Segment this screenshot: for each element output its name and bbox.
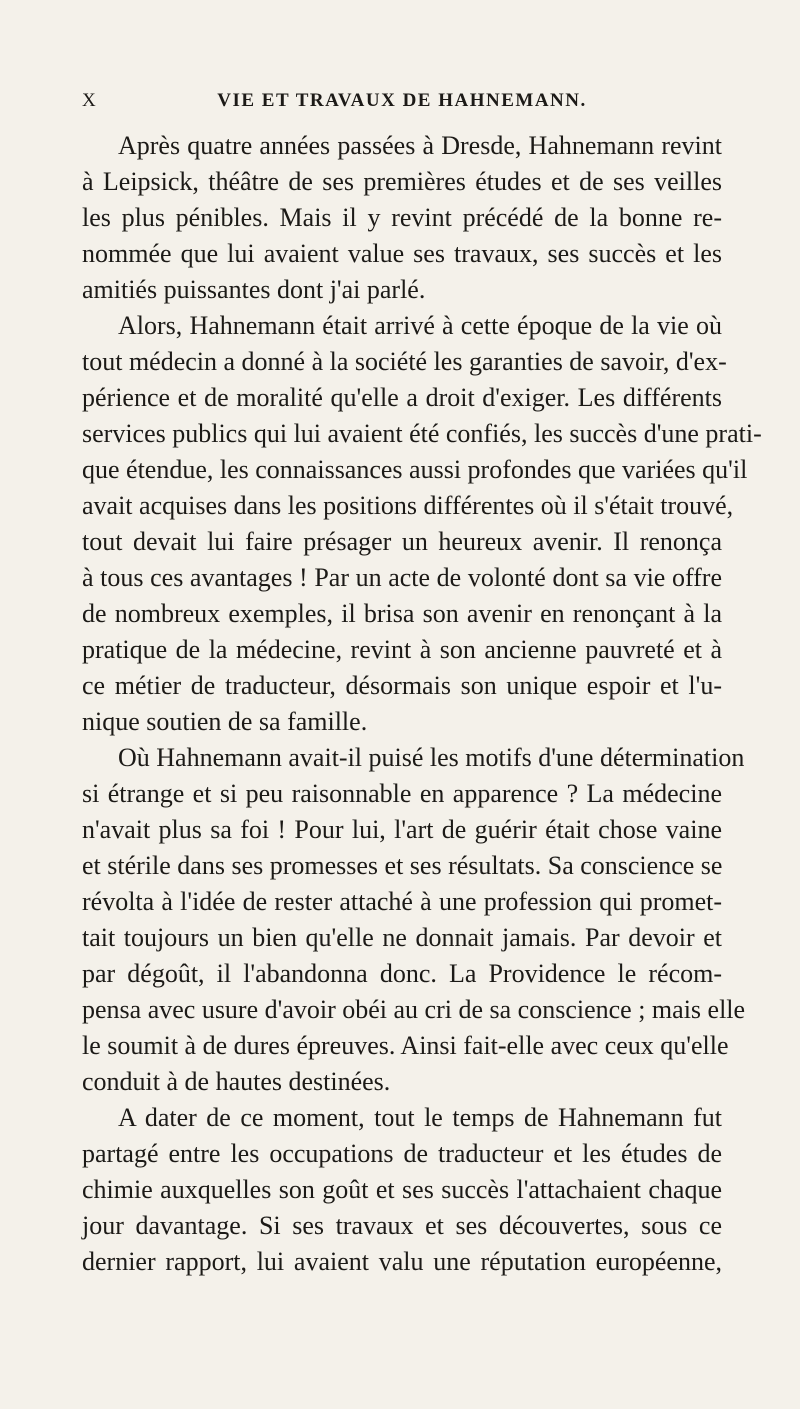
text-line: que étendue, les connaissances aussi profondes que variées qu'il [82,455,748,484]
page-number: X [82,90,97,111]
text-line: révolta à l'idée de rester attaché à une profession qui promet- [82,887,722,916]
text-line: à tous ces avantages ! Par un acte de volonté dont sa vie offre [82,563,722,592]
text-line: tout devait lui faire présager un heureux avenir. Il renonça [82,527,722,556]
paragraph-3 [82,740,746,1100]
text-line: avait acquises dans les positions différentes où il s'était trouvé, [82,491,734,520]
paragraph-1 [82,128,722,308]
text-line: chimie auxquelles son goût et ses succès l'attachaient chaque [82,1175,722,1204]
text-line: les plus pénibles. Mais il y revint précédé de la bonne re- [82,203,722,232]
text-line: nique soutien de sa famille. [82,707,368,736]
text-line: Où Hahnemann avait-il puisé les motifs d'une détermination [118,743,745,772]
text-line: A dater de ce moment, tout le temps de Hahnemann fut [118,1103,722,1132]
paragraph-2 [82,308,762,740]
text-line: pratique de la médecine, revint à son ancienne pauvreté et à [82,635,722,664]
header-title: VIE ET TRAVAUX DE HAHNEMANN. [217,90,587,111]
body-text [82,128,762,1280]
text-line: le soumit à de dures épreuves. Ainsi fait-elle avec ceux qu'elle [82,1031,729,1060]
text-line: Alors, Hahnemann était arrivé à cette époque de la vie où [118,311,722,340]
text-line: jour davantage. Si ses travaux et ses découvertes, sous ce [82,1211,722,1240]
text-line: périence et de moralité qu'elle a droit d'exiger. Les différents [82,383,722,412]
text-line: et stérile dans ses promesses et ses résultats. Sa conscience se [82,851,723,880]
text-line: n'avait plus sa foi ! Pour lui, l'art de guérir était chose vaine [82,815,722,844]
text-line: de nombreux exemples, il brisa son avenir en renonçant à la [82,599,722,628]
running-head [82,90,722,120]
text-line: Après quatre années passées à Dresde, Hahnemann revint [118,131,722,160]
text-line: services publics qui lui avaient été confiés, les succès d'une prati- [82,419,762,448]
text-line: si étrange et si peu raisonnable en apparence ? La médecine [82,779,722,808]
text-line: à Leipsick, théâtre de ses premières études et de ses veilles [82,167,722,196]
text-line: conduit à de hautes destinées. [82,1067,391,1096]
text-line: partagé entre les occupations de traducteur et les études de [82,1139,722,1168]
text-line: nommée que lui avaient value ses travaux, ses succès et les [82,239,722,268]
text-line: par dégoût, il l'abandonna donc. La Providence le récom- [82,959,722,988]
text-line: pensa avec usure d'avoir obéi au cri de sa conscience ; mais elle [82,995,746,1024]
text-line: tout médecin a donné à la société les garanties de savoir, d'ex- [82,347,727,376]
paragraph-4 [82,1100,722,1280]
text-line: ce métier de traducteur, désormais son unique espoir et l'u- [82,671,722,700]
text-line: tait toujours un bien qu'elle ne donnait jamais. Par devoir et [82,923,722,952]
text-line: amitiés puissantes dont j'ai parlé. [82,275,426,304]
text-line: dernier rapport, lui avaient valu une réputation européenne, [82,1247,722,1276]
